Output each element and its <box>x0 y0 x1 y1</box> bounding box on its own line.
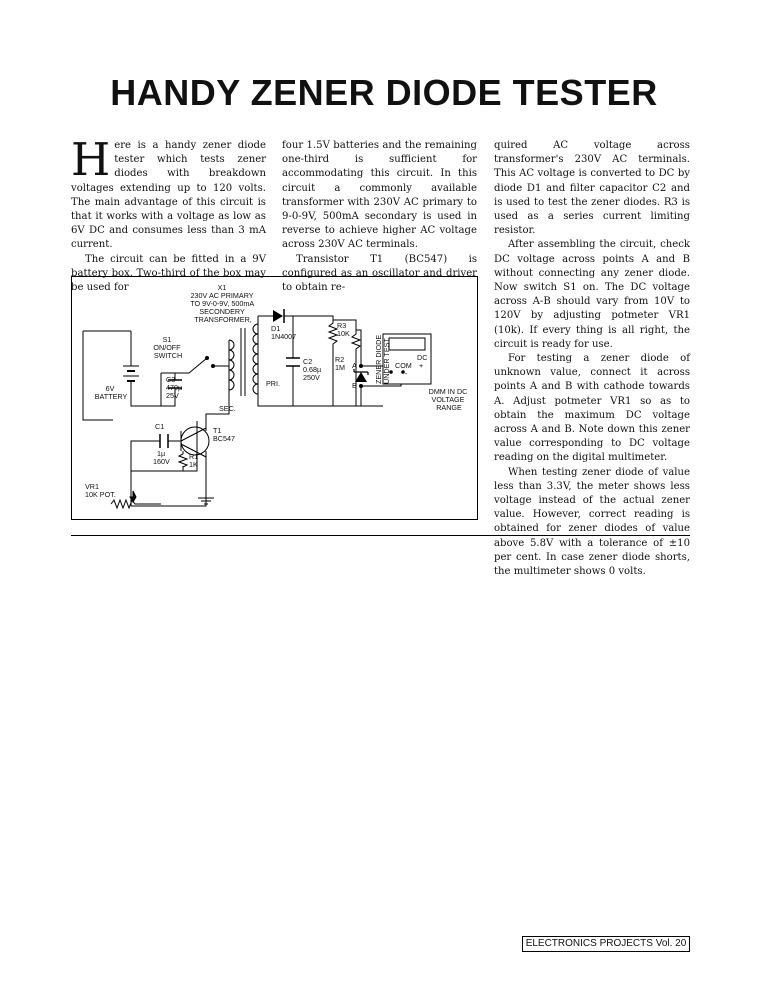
label-minus: - <box>405 369 408 378</box>
article-title: HANDY ZENER DIODE TESTER <box>110 72 658 113</box>
diode-d1-symbol <box>273 309 284 323</box>
label-battery: 6V BATTERY <box>94 384 128 401</box>
text-column-2 <box>282 139 477 295</box>
label-point-b: B <box>352 381 357 390</box>
paragraph: For testing a zener diode of unknown value, connect it across points A and B with cathode towards A. Adjust potmeter VR1 so as to obtain the maximum DC voltage across A and B. Note down this zener value corresponding to DC voltage reading on the digital multimeter. <box>494 353 690 464</box>
section-divider <box>71 535 690 536</box>
switch-contact <box>211 364 215 368</box>
capacitor-c2-symbol <box>286 358 300 366</box>
label-zener: ZENER DIODE UNDER TEST <box>374 334 391 384</box>
text-column-3 <box>494 139 690 579</box>
paragraph: quired AC voltage across transformer's 230V AC terminals. This AC voltage is converted to DC by diode D1 and filter capacitor C2 and is used to test the zener diodes. R3 is used as a series current limiting resistor. <box>494 140 690 237</box>
label-x1: X1 230V AC PRIMARY TO 9V-0-9V, 500mA SECONDERY TRANSFORMER, <box>190 283 254 324</box>
resistor-r3-symbol <box>329 320 337 346</box>
potentiometer-vr1-symbol <box>111 500 161 508</box>
capacitor-c1-symbol <box>160 434 168 448</box>
paragraph: When testing zener diode of value less than 3.3V, the meter shows less voltage instead of the actual zener value. However, correct reading is obtained for zener diodes of value above 5.8V with a tolerance of ±10 per cent. In case zener diode shorts, the multimeter shows 0 volts. <box>494 466 690 578</box>
label-t1: T1 BC547 <box>213 426 235 443</box>
resistor-r2-symbol <box>352 330 360 352</box>
label-c2: C2 0.68µ 250V <box>303 357 322 382</box>
label-pri: PRI. <box>266 379 280 388</box>
paragraph: After assembling the circuit, check DC voltage across points A and B without connecting any zener diode. Now switch S1 on. The DC voltage across A-B should vary from 10V to 120V by adjusting potmeter VR1 (10k). If every thing is all right, the circuit is ready for use. <box>494 239 690 350</box>
schematic-wires <box>83 316 401 506</box>
label-r2: R2 1M <box>335 355 345 372</box>
point-b-terminal <box>359 384 363 388</box>
footer-label: ELECTRONICS PROJECTS Vol. 20 <box>522 936 690 952</box>
label-dmm: DMM IN DC VOLTAGE RANGE <box>428 387 468 412</box>
label-d1: D1 1N4007 <box>271 324 297 341</box>
label-sec: SEC. <box>219 404 236 413</box>
label-r3: R3 10K <box>337 321 350 338</box>
paragraph: four 1.5V batteries and the remaining one-third is sufficient for accommodating this circuit. In this circuit a commonly available transformer with 230V AC primary to 9-0-9V, 500mA secondary is used in reverse to achieve higher AC voltage across 230V AC terminals. <box>282 140 477 251</box>
transformer-symbol <box>229 324 258 396</box>
battery-symbol <box>123 366 139 386</box>
label-plus: + <box>419 361 424 370</box>
label-dc: DC <box>417 353 428 362</box>
label-vr1: VR1 10K POT. <box>85 482 116 499</box>
label-r1: R1 1K <box>189 452 199 469</box>
point-a-terminal <box>359 364 363 368</box>
label-s1: S1 ON/OFF SWITCH <box>153 335 183 360</box>
text-column-1 <box>71 133 266 295</box>
label-c1: C1 1µ 160V <box>153 422 170 466</box>
resistor-r1-symbol <box>179 451 187 468</box>
paragraph-text: ere is a handy zener diode tester which tests zener diodes with breakdown voltages extending up to 120 volts. The main advantage of this circuit is that it works with a voltage as low as 6V DC and consumes less than 3 mA current. <box>71 140 266 251</box>
label-com: COM <box>395 361 412 370</box>
paragraph <box>71 133 266 253</box>
circuit-schematic <box>71 276 478 520</box>
drop-cap: H <box>71 133 111 186</box>
label-point-a: A <box>352 361 357 370</box>
switch-contact <box>205 356 209 360</box>
paragraph: The circuit can be fitted in a 9V battery box. Two-third of the box may be used for <box>71 253 266 294</box>
label-c3: C3 470µ 25V <box>166 375 183 400</box>
paragraph: Transistor T1 (BC547) is configured as an oscillator and driver to obtain re- <box>282 253 477 294</box>
